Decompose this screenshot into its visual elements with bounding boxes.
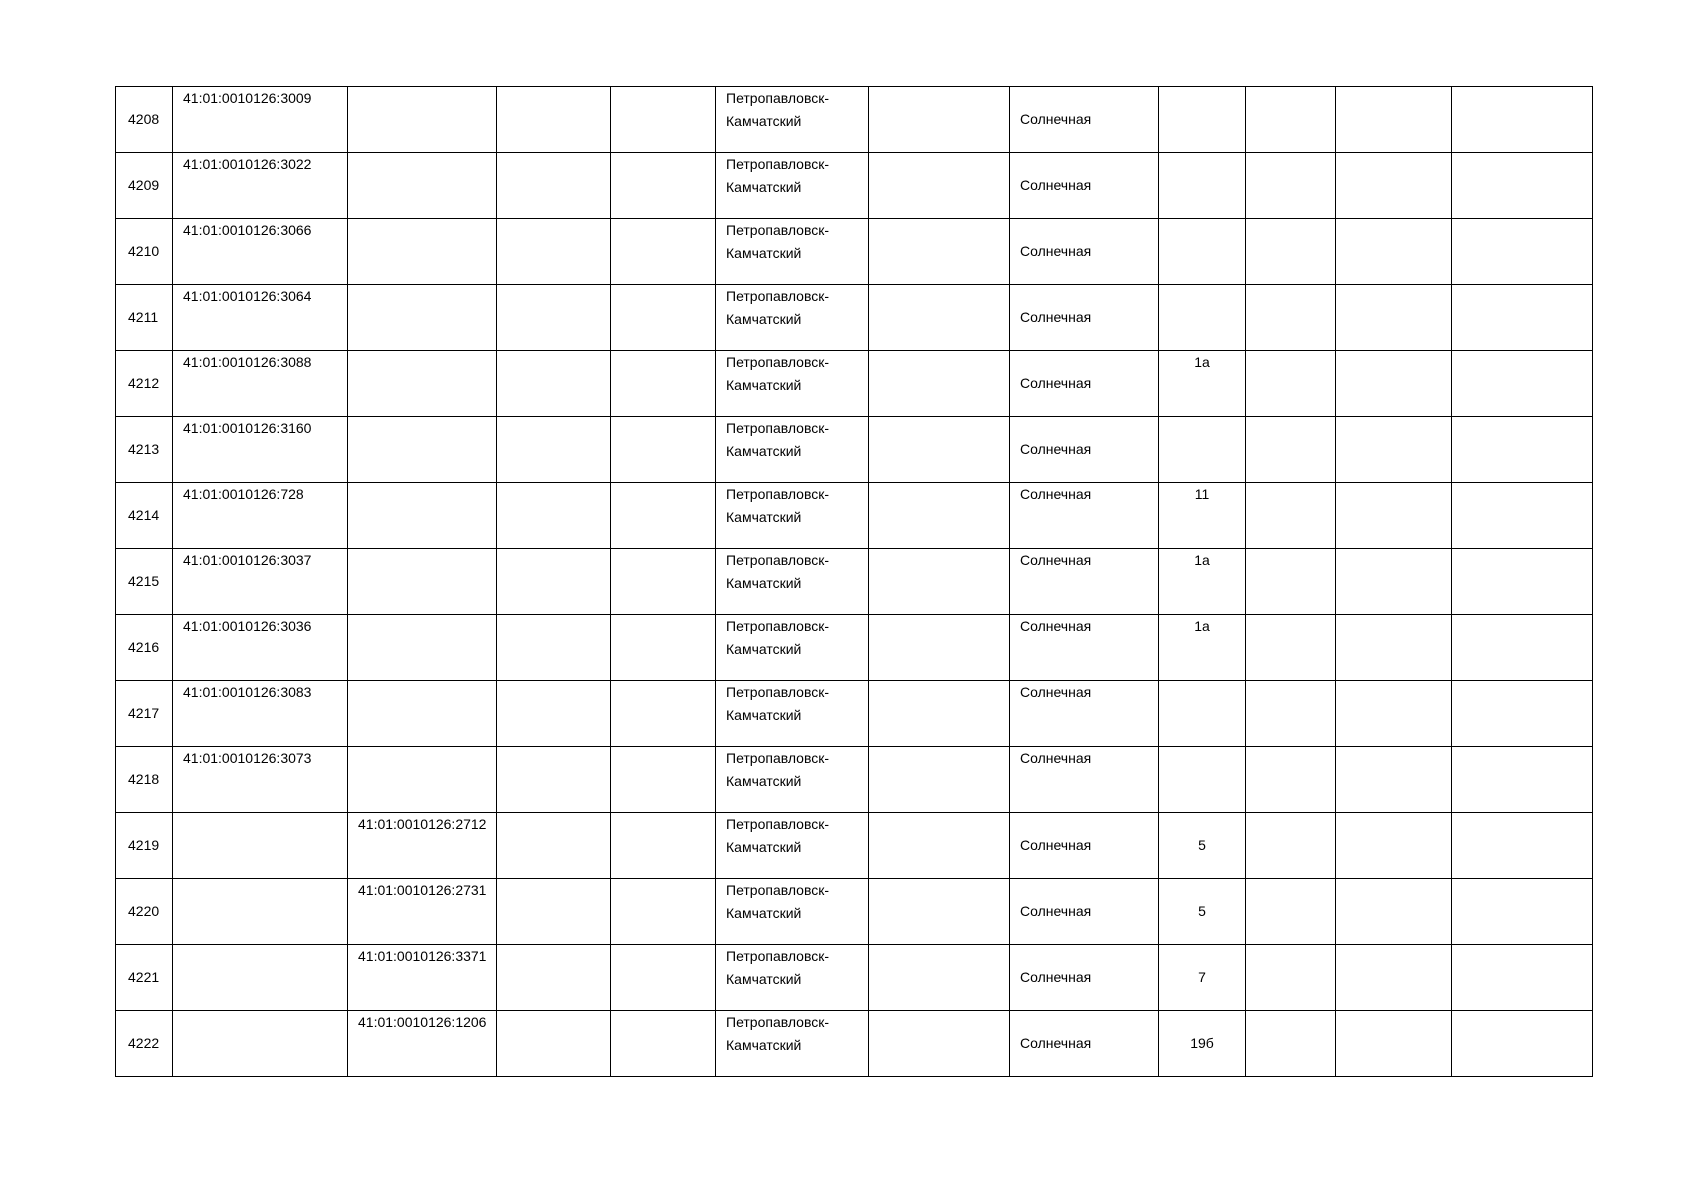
house-number-cell [1159, 681, 1246, 747]
street-cell [1010, 1011, 1159, 1077]
city-text: Петропавловск-Камчатский [726, 288, 830, 327]
cadastral-number-cell [173, 813, 348, 879]
street-text: Солнечная [1020, 309, 1092, 325]
street-cell [1010, 153, 1159, 219]
cadastral-number-cell [173, 417, 348, 483]
row-number-text: 4219 [128, 837, 160, 853]
house-number-text: 7 [1198, 969, 1206, 985]
empty-cell [1452, 483, 1593, 549]
street-text: Солнечная [1020, 684, 1092, 700]
empty-cell [497, 615, 611, 681]
street-text: Солнечная [1020, 552, 1092, 568]
table-row [116, 153, 1593, 219]
empty-cell [497, 153, 611, 219]
street-cell [1010, 417, 1159, 483]
cadastral-number-cell [173, 945, 348, 1011]
empty-cell [1452, 549, 1593, 615]
empty-cell [1336, 747, 1452, 813]
empty-cell [1452, 747, 1593, 813]
city-text: Петропавловск-Камчатский [726, 486, 830, 525]
street-text: Солнечная [1020, 903, 1092, 919]
empty-cell [611, 87, 716, 153]
row-number-cell [116, 87, 173, 153]
city-cell [716, 879, 869, 945]
row-number-cell [116, 417, 173, 483]
house-number-text: 5 [1198, 903, 1206, 919]
city-text: Петропавловск-Камчатский [726, 552, 830, 591]
empty-cell [497, 945, 611, 1011]
empty-cell [1246, 549, 1336, 615]
empty-cell [1452, 285, 1593, 351]
empty-cell [1336, 813, 1452, 879]
building-cadastral-number-cell [348, 615, 497, 681]
building-cadastral-number-cell [348, 1011, 497, 1077]
cadastral-number-text: 41:01:0010126:3037 [183, 552, 312, 568]
street-cell [1010, 945, 1159, 1011]
empty-cell [869, 549, 1010, 615]
cadastral-number-cell [173, 351, 348, 417]
empty-cell [611, 813, 716, 879]
empty-cell [1336, 549, 1452, 615]
empty-cell [611, 1011, 716, 1077]
house-number-cell [1159, 747, 1246, 813]
table-row [116, 417, 1593, 483]
empty-cell [497, 219, 611, 285]
house-number-text: 1а [1194, 552, 1210, 568]
building-cadastral-number-cell [348, 549, 497, 615]
cadastral-number-cell [173, 747, 348, 813]
city-cell [716, 153, 869, 219]
building-cadastral-number-text: 41:01:0010126:2712 [358, 816, 487, 832]
building-cadastral-number-text: 41:01:0010126:2731 [358, 882, 487, 898]
empty-cell [1246, 153, 1336, 219]
row-number-text: 4213 [128, 441, 160, 457]
row-number-text: 4212 [128, 375, 160, 391]
cadastral-number-cell [173, 549, 348, 615]
cadastral-number-text: 41:01:0010126:3064 [183, 288, 312, 304]
row-number-text: 4214 [128, 507, 160, 523]
empty-cell [869, 1011, 1010, 1077]
empty-cell [1336, 483, 1452, 549]
empty-cell [1452, 813, 1593, 879]
empty-cell [611, 681, 716, 747]
house-number-cell [1159, 879, 1246, 945]
house-number-cell [1159, 813, 1246, 879]
house-number-cell [1159, 219, 1246, 285]
building-cadastral-number-cell [348, 153, 497, 219]
empty-cell [1246, 483, 1336, 549]
empty-cell [611, 417, 716, 483]
building-cadastral-number-cell [348, 483, 497, 549]
empty-cell [611, 219, 716, 285]
street-text: Солнечная [1020, 375, 1092, 391]
cadastral-number-cell [173, 153, 348, 219]
city-text: Петропавловск-Камчатский [726, 354, 830, 393]
street-cell [1010, 813, 1159, 879]
row-number-text: 4217 [128, 705, 160, 721]
empty-cell [1336, 879, 1452, 945]
empty-cell [869, 153, 1010, 219]
city-text: Петропавловск-Камчатский [726, 90, 830, 129]
building-cadastral-number-text: 41:01:0010126:3371 [358, 948, 487, 964]
empty-cell [611, 351, 716, 417]
street-text: Солнечная [1020, 486, 1092, 502]
cadastral-number-text: 41:01:0010126:3088 [183, 354, 312, 370]
empty-cell [869, 681, 1010, 747]
street-text: Солнечная [1020, 618, 1092, 634]
house-number-cell [1159, 153, 1246, 219]
row-number-cell [116, 351, 173, 417]
empty-cell [1452, 417, 1593, 483]
cadastral-number-text: 41:01:0010126:3083 [183, 684, 312, 700]
empty-cell [1336, 417, 1452, 483]
city-cell [716, 615, 869, 681]
city-cell [716, 813, 869, 879]
cadastral-number-cell [173, 219, 348, 285]
street-text: Солнечная [1020, 837, 1092, 853]
row-number-cell [116, 153, 173, 219]
empty-cell [869, 87, 1010, 153]
row-number-cell [116, 483, 173, 549]
empty-cell [869, 483, 1010, 549]
empty-cell [1336, 945, 1452, 1011]
city-cell [716, 945, 869, 1011]
house-number-text: 11 [1194, 486, 1210, 502]
empty-cell [1452, 153, 1593, 219]
street-text: Солнечная [1020, 243, 1092, 259]
cadastral-number-text: 41:01:0010126:728 [183, 486, 304, 502]
house-number-cell [1159, 549, 1246, 615]
city-text: Петропавловск-Камчатский [726, 222, 830, 261]
cadastral-number-cell [173, 1011, 348, 1077]
house-number-cell [1159, 483, 1246, 549]
empty-cell [869, 747, 1010, 813]
empty-cell [611, 285, 716, 351]
table-row [116, 351, 1593, 417]
empty-cell [869, 351, 1010, 417]
city-text: Петропавловск-Камчатский [726, 816, 830, 855]
empty-cell [497, 417, 611, 483]
row-number-cell [116, 879, 173, 945]
city-cell [716, 483, 869, 549]
street-text: Солнечная [1020, 1035, 1092, 1051]
empty-cell [1336, 87, 1452, 153]
empty-cell [1246, 945, 1336, 1011]
empty-cell [497, 879, 611, 945]
house-number-cell [1159, 417, 1246, 483]
city-text: Петропавловск-Камчатский [726, 684, 830, 723]
house-number-cell [1159, 351, 1246, 417]
row-number-text: 4222 [128, 1035, 160, 1051]
city-text: Петропавловск-Камчатский [726, 948, 830, 987]
empty-cell [497, 1011, 611, 1077]
cadastral-number-text: 41:01:0010126:3022 [183, 156, 312, 172]
empty-cell [869, 615, 1010, 681]
city-cell [716, 681, 869, 747]
empty-cell [611, 615, 716, 681]
table-row [116, 813, 1593, 879]
empty-cell [869, 285, 1010, 351]
street-cell [1010, 879, 1159, 945]
cadastral-number-cell [173, 483, 348, 549]
street-text: Солнечная [1020, 111, 1092, 127]
cadastral-number-text: 41:01:0010126:3009 [183, 90, 312, 106]
empty-cell [497, 681, 611, 747]
empty-cell [869, 813, 1010, 879]
empty-cell [1452, 681, 1593, 747]
table-row [116, 285, 1593, 351]
empty-cell [1246, 879, 1336, 945]
empty-cell [611, 153, 716, 219]
table-row [116, 1011, 1593, 1077]
row-number-cell [116, 681, 173, 747]
empty-cell [869, 219, 1010, 285]
empty-cell [1246, 219, 1336, 285]
house-number-cell [1159, 615, 1246, 681]
street-cell [1010, 87, 1159, 153]
cadastral-number-text: 41:01:0010126:3066 [183, 222, 312, 238]
building-cadastral-number-cell [348, 219, 497, 285]
table-row [116, 615, 1593, 681]
house-number-text: 1а [1194, 618, 1210, 634]
table-row [116, 483, 1593, 549]
street-cell [1010, 351, 1159, 417]
row-number-cell [116, 1011, 173, 1077]
empty-cell [497, 813, 611, 879]
empty-cell [1246, 351, 1336, 417]
empty-cell [1452, 1011, 1593, 1077]
cadastral-number-cell [173, 615, 348, 681]
empty-cell [1246, 681, 1336, 747]
street-cell [1010, 747, 1159, 813]
empty-cell [1336, 351, 1452, 417]
empty-cell [611, 483, 716, 549]
house-number-cell [1159, 945, 1246, 1011]
empty-cell [611, 879, 716, 945]
empty-cell [497, 483, 611, 549]
table-row [116, 219, 1593, 285]
city-cell [716, 417, 869, 483]
cadastral-number-cell [173, 285, 348, 351]
cadastral-number-cell [173, 681, 348, 747]
row-number-cell [116, 747, 173, 813]
empty-cell [1246, 417, 1336, 483]
empty-cell [497, 87, 611, 153]
row-number-text: 4211 [128, 309, 159, 325]
street-text: Солнечная [1020, 441, 1092, 457]
building-cadastral-number-cell [348, 417, 497, 483]
city-text: Петропавловск-Камчатский [726, 618, 830, 657]
city-text: Петропавловск-Камчатский [726, 156, 830, 195]
building-cadastral-number-cell [348, 747, 497, 813]
street-text: Солнечная [1020, 969, 1092, 985]
cadastral-number-text: 41:01:0010126:3160 [183, 420, 312, 436]
house-number-cell [1159, 87, 1246, 153]
row-number-cell [116, 549, 173, 615]
empty-cell [1246, 87, 1336, 153]
empty-cell [1452, 351, 1593, 417]
city-text: Петропавловск-Камчатский [726, 882, 830, 921]
city-cell [716, 747, 869, 813]
empty-cell [1336, 219, 1452, 285]
building-cadastral-number-cell [348, 681, 497, 747]
registry-table [115, 86, 1593, 1077]
empty-cell [1336, 615, 1452, 681]
street-cell [1010, 681, 1159, 747]
empty-cell [611, 549, 716, 615]
empty-cell [611, 747, 716, 813]
empty-cell [869, 945, 1010, 1011]
building-cadastral-number-cell [348, 945, 497, 1011]
empty-cell [1246, 615, 1336, 681]
table-row [116, 549, 1593, 615]
street-cell [1010, 549, 1159, 615]
building-cadastral-number-cell [348, 87, 497, 153]
street-text: Солнечная [1020, 177, 1092, 193]
cadastral-number-cell [173, 879, 348, 945]
empty-cell [1452, 219, 1593, 285]
table-row [116, 747, 1593, 813]
city-cell [716, 285, 869, 351]
empty-cell [497, 351, 611, 417]
row-number-cell [116, 615, 173, 681]
table-body [116, 87, 1593, 1077]
row-number-text: 4218 [128, 771, 160, 787]
row-number-text: 4216 [128, 639, 160, 655]
empty-cell [869, 417, 1010, 483]
empty-cell [869, 879, 1010, 945]
empty-cell [1336, 153, 1452, 219]
house-number-cell [1159, 1011, 1246, 1077]
empty-cell [1336, 681, 1452, 747]
house-number-text: 19б [1190, 1035, 1214, 1051]
empty-cell [1246, 813, 1336, 879]
street-cell [1010, 285, 1159, 351]
row-number-cell [116, 219, 173, 285]
empty-cell [1336, 1011, 1452, 1077]
street-cell [1010, 219, 1159, 285]
table-row [116, 681, 1593, 747]
empty-cell [1452, 87, 1593, 153]
building-cadastral-number-cell [348, 351, 497, 417]
cadastral-number-cell [173, 87, 348, 153]
empty-cell [1336, 285, 1452, 351]
city-text: Петропавловск-Камчатский [726, 1014, 830, 1053]
house-number-cell [1159, 285, 1246, 351]
cadastral-number-text: 41:01:0010126:3073 [183, 750, 312, 766]
empty-cell [497, 747, 611, 813]
table-row [116, 879, 1593, 945]
empty-cell [1452, 615, 1593, 681]
street-text: Солнечная [1020, 750, 1092, 766]
house-number-text: 1а [1194, 354, 1210, 370]
empty-cell [1246, 747, 1336, 813]
city-cell [716, 351, 869, 417]
building-cadastral-number-text: 41:01:0010126:1206 [358, 1014, 487, 1030]
empty-cell [611, 945, 716, 1011]
table-row [116, 945, 1593, 1011]
street-cell [1010, 615, 1159, 681]
empty-cell [497, 549, 611, 615]
house-number-text: 5 [1198, 837, 1206, 853]
city-cell [716, 87, 869, 153]
building-cadastral-number-cell [348, 285, 497, 351]
empty-cell [1246, 285, 1336, 351]
row-number-text: 4220 [128, 903, 160, 919]
empty-cell [1452, 945, 1593, 1011]
city-text: Петропавловск-Камчатский [726, 750, 830, 789]
row-number-text: 4221 [128, 969, 160, 985]
row-number-text: 4210 [128, 243, 160, 259]
empty-cell [1452, 879, 1593, 945]
empty-cell [497, 285, 611, 351]
table-row [116, 87, 1593, 153]
city-text: Петропавловск-Камчатский [726, 420, 830, 459]
cadastral-number-text: 41:01:0010126:3036 [183, 618, 312, 634]
building-cadastral-number-cell [348, 813, 497, 879]
city-cell [716, 219, 869, 285]
row-number-text: 4208 [128, 111, 160, 127]
row-number-text: 4215 [128, 573, 160, 589]
row-number-cell [116, 945, 173, 1011]
row-number-cell [116, 813, 173, 879]
city-cell [716, 549, 869, 615]
row-number-text: 4209 [128, 177, 160, 193]
row-number-cell [116, 285, 173, 351]
building-cadastral-number-cell [348, 879, 497, 945]
empty-cell [1246, 1011, 1336, 1077]
city-cell [716, 1011, 869, 1077]
street-cell [1010, 483, 1159, 549]
